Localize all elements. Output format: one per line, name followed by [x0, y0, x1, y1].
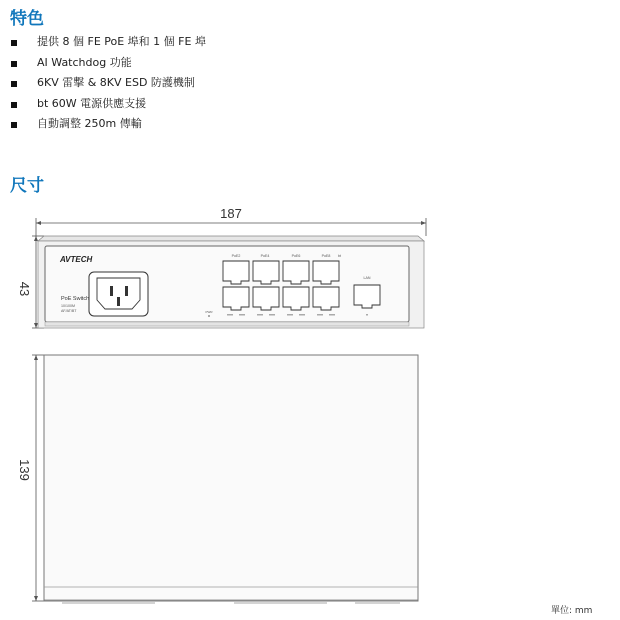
width-label: 187	[220, 206, 242, 221]
lan-port	[354, 285, 380, 308]
unit-note: 單位: mm	[551, 606, 593, 616]
feature-text: 提供 8 個 FE PoE 埠和 1 個 FE 埠	[37, 35, 206, 48]
feature-text: bt 60W 電源供應支援	[37, 96, 147, 110]
switch-top-view	[44, 355, 418, 603]
device-model-line: AF/AT/BT	[61, 309, 77, 313]
depth-dimension	[32, 355, 44, 601]
switch-front-view	[38, 236, 424, 328]
port-label-suffix: bt	[338, 254, 341, 258]
rj45-port	[283, 287, 309, 310]
device-name: PoE Switch	[61, 296, 90, 302]
rj45-port	[253, 261, 279, 284]
device-model-line: 10/100M	[61, 304, 75, 308]
rj45-port	[253, 287, 279, 310]
height-label: 43	[17, 281, 32, 297]
feature-text: 6KV 雷擊 & 8KV ESD 防護機制	[37, 76, 195, 89]
rj45-port	[313, 287, 339, 310]
features-heading: 特色	[10, 9, 44, 29]
power-inlet	[89, 272, 148, 316]
lan-label: LAN	[363, 276, 371, 280]
rj45-port	[223, 261, 249, 284]
rj45-port	[313, 261, 339, 284]
rj45-port	[223, 287, 249, 310]
power-led-label: PWR	[205, 310, 213, 314]
dimensions-heading: 尺寸	[10, 176, 44, 196]
port-label: PoE4	[260, 254, 270, 258]
feature-text: AI Watchdog 功能	[37, 55, 132, 69]
port-label: PoE8	[321, 254, 331, 258]
feature-text: 自動調整 250m 傳輸	[37, 117, 142, 130]
rj45-port	[283, 261, 309, 284]
port-label: PoE6	[291, 254, 301, 258]
port-label: PoE2	[231, 254, 241, 258]
brand-logo: AVTECH	[60, 255, 93, 264]
depth-label: 139	[17, 459, 32, 481]
